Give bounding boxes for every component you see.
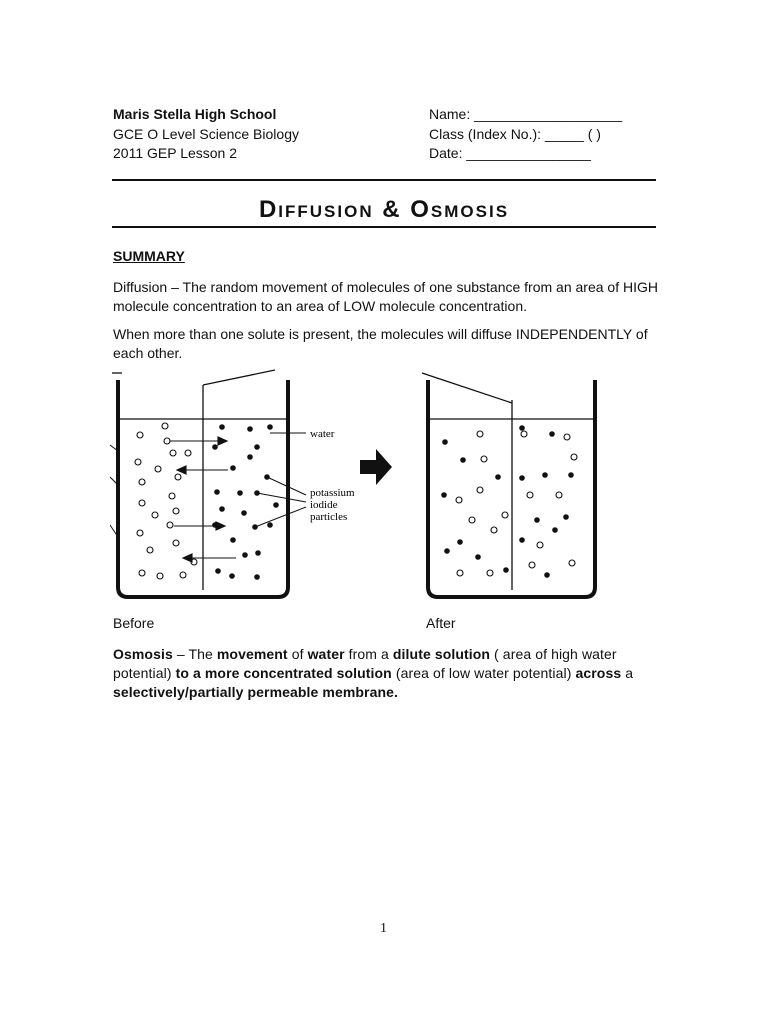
top-rule <box>112 179 656 181</box>
independent-diffusion-note: When more than one solute is present, the molecules will diffuse INDEPENDENTLY of each other. <box>113 326 648 361</box>
summary-heading: SUMMARY <box>113 248 185 264</box>
osmosis-bold-concentrated: to a more concentrated solution <box>175 665 392 681</box>
figure-label-lines <box>255 433 306 527</box>
particles-label-line1: potassium <box>310 487 355 499</box>
osmosis-text-4: ( area of high water potential) <box>113 646 617 681</box>
osmosis-bold-water: water <box>307 646 345 662</box>
caption-before: Before <box>113 615 155 631</box>
particles-label-line3: particles <box>310 511 348 523</box>
diffusion-figure <box>110 365 600 610</box>
osmosis-text-5: (area of low water potential) <box>391 665 576 681</box>
osmosis-text-6: a <box>621 665 634 681</box>
caption-after: After <box>426 615 456 631</box>
title-rule <box>112 226 656 228</box>
before-beaker <box>112 370 288 597</box>
osmosis-bold-membrane: selectively/partially permeable membrane. <box>113 684 399 700</box>
water-label: water <box>310 428 335 440</box>
transition-arrow-icon <box>360 449 392 485</box>
osmosis-definition <box>113 645 658 702</box>
page-title: Diffusion & Osmosis <box>258 196 510 223</box>
osmosis-term: Osmosis <box>113 646 173 662</box>
lesson-label: 2011 GEP Lesson 2 <box>113 145 238 161</box>
course-name: GCE O Level Science Biology <box>113 126 299 142</box>
osmosis-text-2: of <box>287 646 308 662</box>
diffusion-definition: Diffusion – The random movement of molecules of one substance from an area of HIGH molecule concentration to an area of LOW molecule concentration. <box>113 279 658 314</box>
name-field: Name: ___________________ <box>429 106 623 122</box>
osmosis-bold-dilute: dilute solution <box>392 646 491 662</box>
date-field: Date: ________________ <box>429 145 591 161</box>
page-number: 1 <box>380 921 387 936</box>
class-field: Class (Index No.): _____ ( ) <box>429 126 601 142</box>
osmosis-text-3: from a <box>344 646 393 662</box>
particles-label-line2: iodide <box>310 499 338 511</box>
osmosis-bold-across: across <box>575 665 622 681</box>
osmosis-text-1: – The <box>172 646 217 662</box>
school-name: Maris Stella High School <box>113 106 277 122</box>
after-water-molecules <box>456 431 577 576</box>
osmosis-bold-movement: movement <box>216 646 288 662</box>
before-solute-particles <box>212 424 279 580</box>
